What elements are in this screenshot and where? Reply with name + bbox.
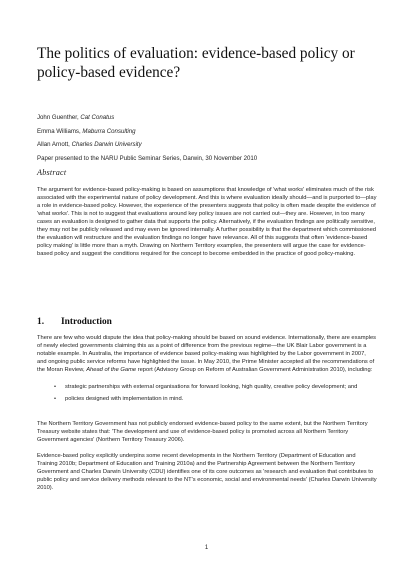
author-line-3 [37, 141, 142, 149]
section-title: Introduction [61, 317, 112, 327]
author-affiliation: Cat Conatus [80, 114, 115, 121]
list-item: • policies designed with implementation in mind. [54, 396, 184, 403]
intro-paragraph-1: There are few who would dispute the idea that policy-making should be based on sound evidence. Internationally, there are examples of newly elected governments claiming this as a point of difference from the previous regime—the UK Blair Labor government is a notable example. In Australia, the importance of evidence based policy-making was highlighted by the Labor government in 2007, and ongoing public service reforms have highlighted the issue. In May 2010, the Prime Minister accepted all the recommendations of the Moran Review, Ahead of the Game report (Advisory Group on Reform of Australian Government Administration 2010), including: [37, 335, 377, 374]
bullet-icon: • [54, 384, 57, 390]
paper-title: The politics of evaluation: evidence-based policy or policy-based evidence? [37, 45, 355, 81]
abstract-body: The argument for evidence-based policy-making is based on assumptions that knowledge of 'what works' eliminates much of the risk associated with the experimental nature of policy development. And this is where evaluation ideally should—and is purported to—play a role in evidence-based policy. However, the experience of the presenters suggests that policy is often made despite the evidence of 'what works'. This is not to suggest that evaluations around key policy issues are not carried out—they are. However, in too many cases an evaluation is designed to gather data that supports the policy. Alternatively, if the evaluation findings are politically sensitive, they may not be publicly released and may even be ignored internally. A further possibility is that the department which commissioned the evaluation will restructure and the evaluation findings no longer have relevance. All of this suggests that often 'evidence-based policy making' is little more than a myth. Drawing on Northern Territory examples, the presenters will argue the case for evidence-based policy and suggest the conditions required for the concept to become embedded in the practice of good policy-making. [37, 187, 377, 258]
author-name: Allan Arnott, [37, 141, 72, 148]
author-name: Emma Williams, [37, 128, 83, 135]
intro-paragraph-3: Evidence-based policy explicitly underpins some recent developments in the Northern Territory (Department of Education and Training 2010b; Department of Education and Training 2010a) and the Partnership Agreement between the Northern Territory Government and Charles Darwin University (CDU) identifies one of its core outcomes as 'research and evaluation that contributes to public policy and service delivery methods relevant to the NT's economic, social and environmental needs' (Charles Darwin University 2010). [37, 453, 377, 492]
presentation-note: Paper presented to the NARU Public Seminar Series, Darwin, 30 November 2010 [37, 155, 258, 162]
report-title: Ahead of the Game [86, 367, 137, 374]
author-name: John Guenther, [37, 114, 81, 121]
section-heading [37, 317, 112, 327]
bullet-icon: • [54, 396, 57, 403]
intro-paragraph-2: The Northern Territory Government has not publicly endorsed evidence-based policy to the same extent, but the Northern Territory Treasury website states that: 'The development and use of evidence-based policy is promoted across all Northern Territory Government agencies' (Northern Territory Treasury 2006). [37, 421, 368, 444]
page-number: 1 [204, 545, 209, 551]
author-affiliation: Charles Darwin University [71, 141, 142, 148]
recommendation-list [54, 383, 376, 403]
abstract-heading: Abstract [37, 168, 67, 177]
author-line-2 [37, 128, 136, 136]
list-item: • strategic partnerships with external organisations for forward looking, high quality, creative policy development; and [54, 384, 358, 390]
section-number: 1. [37, 317, 45, 327]
author-affiliation: Maburra Consulting [82, 128, 136, 135]
author-line-1 [37, 114, 114, 122]
